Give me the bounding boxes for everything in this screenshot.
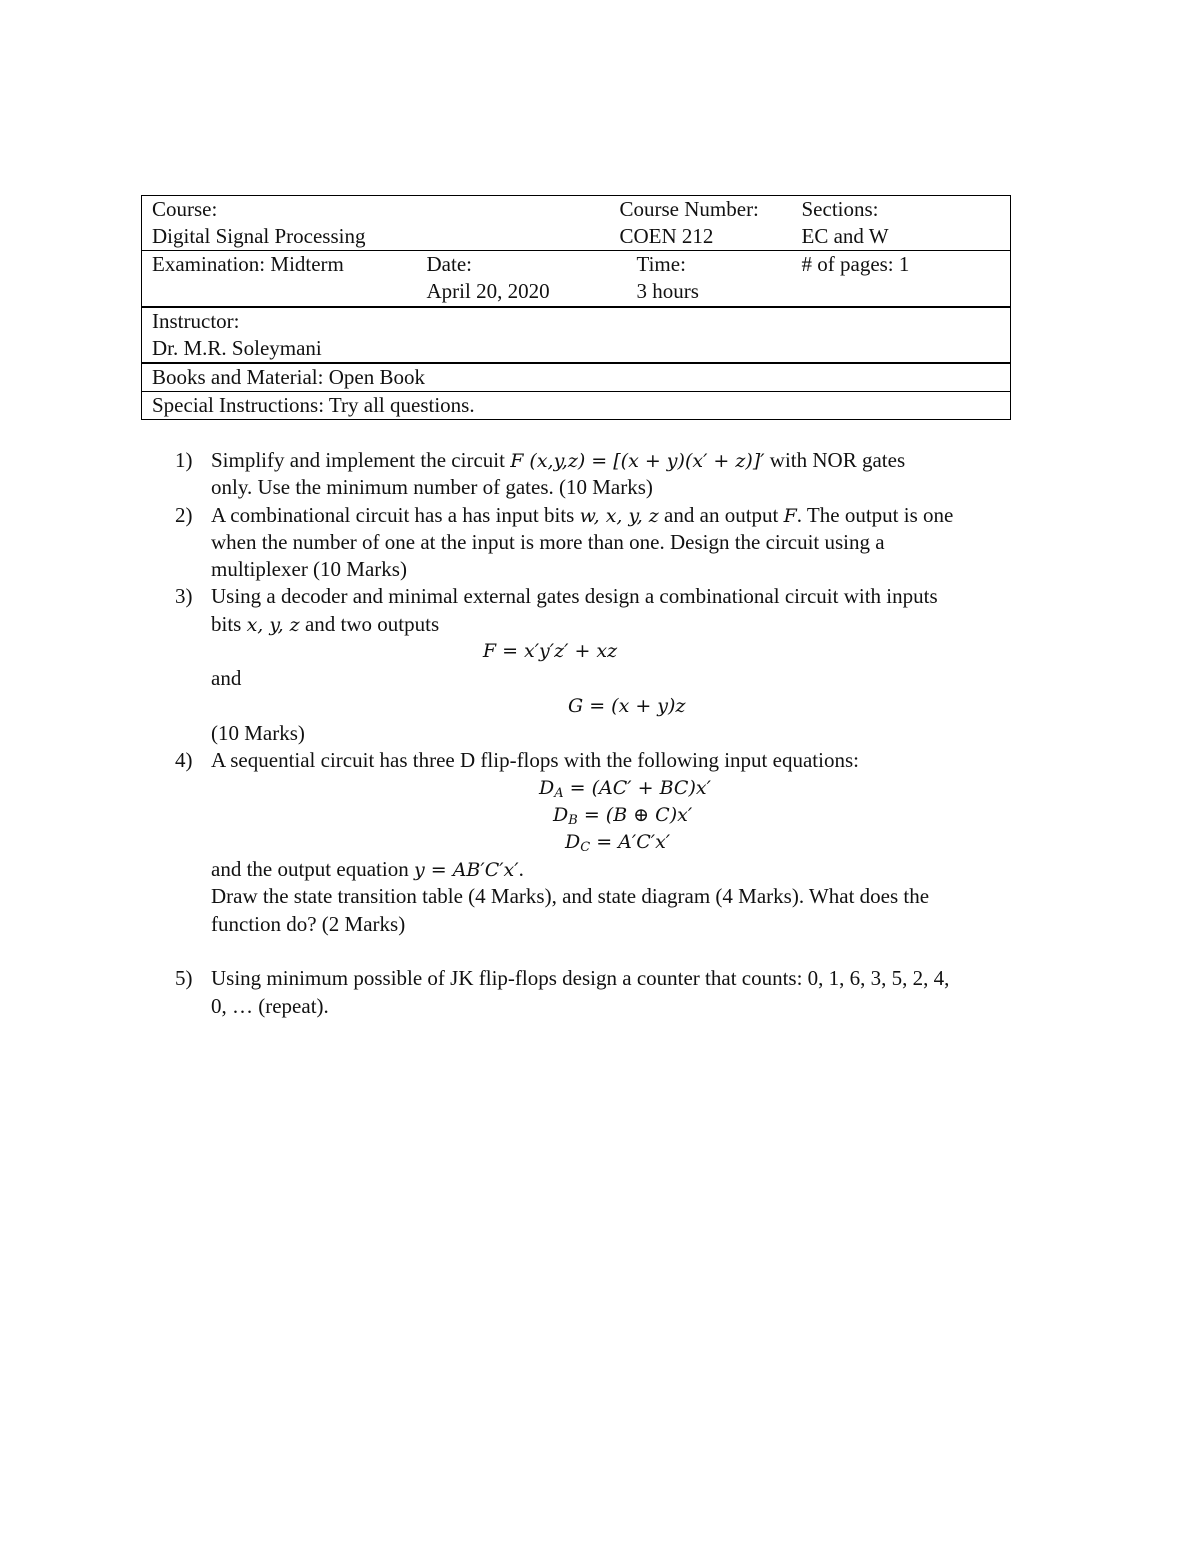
q2-line-3: multiplexer (10 Marks) bbox=[211, 557, 407, 581]
books-cell bbox=[142, 363, 1011, 392]
q4-draw-line: Draw the state transition table (4 Marks), and state diagram (4 Marks). What does the bbox=[211, 884, 930, 908]
q1-line-2: only. Use the minimum number of gates. (10 Marks) bbox=[211, 475, 653, 499]
time-value: 3 hours bbox=[636, 279, 699, 303]
q3-line-1: Using a decoder and minimal external gates design a combinational circuit with inputs bbox=[211, 584, 938, 608]
exam-header-table bbox=[141, 195, 1011, 420]
course-cell bbox=[142, 196, 610, 251]
question-number: 1) bbox=[175, 448, 193, 472]
examination-text: Examination: Midterm bbox=[152, 252, 344, 276]
instructor-cell bbox=[142, 307, 1011, 363]
q4-equation-da: $D_A = (AC' + BC)x'$ bbox=[539, 777, 711, 801]
time-cell bbox=[610, 251, 792, 308]
q3-and: and bbox=[211, 666, 242, 690]
q2-text-c: . The output is one bbox=[796, 503, 954, 527]
date-value: April 20, 2020 bbox=[426, 279, 550, 303]
sections-cell bbox=[792, 196, 1011, 251]
q4-line-1: A sequential circuit has three D flip-flops with the following input equations: bbox=[211, 748, 859, 772]
q1-text-start: Simplify and implement the circuit bbox=[211, 448, 511, 472]
course-number-value: COEN 212 bbox=[619, 224, 714, 248]
q5-line-2: 0, … (repeat). bbox=[211, 994, 329, 1018]
instructor-label: Instructor: bbox=[152, 309, 240, 333]
q4-function-line: function do? (2 Marks) bbox=[211, 912, 406, 936]
question-number: 3) bbox=[175, 584, 193, 608]
q4-equation-dc: $D_C = A'C'x'$ bbox=[565, 831, 671, 855]
q1-text-end: with NOR gates bbox=[764, 448, 906, 472]
q3-equation-g: G = (x + y)z bbox=[568, 695, 686, 717]
course-label: Course: bbox=[152, 197, 218, 221]
q4-equation-db: $D_B = (B$ ⊕ C)x′ bbox=[553, 804, 693, 828]
q2-input-vars: w, x, y, z bbox=[579, 505, 659, 527]
q5-line-1: Using minimum possible of JK flip-flops design a counter that counts: 0, 1, 6, 3, 5, 2, 4, bbox=[211, 966, 950, 990]
q3-input-vars: x, y, z bbox=[246, 614, 300, 636]
sections-value: EC and W bbox=[801, 224, 889, 248]
sections-label: Sections: bbox=[801, 197, 879, 221]
q3-line-2-start: bits bbox=[211, 612, 247, 636]
question-number: 4) bbox=[175, 748, 193, 772]
date-cell bbox=[417, 251, 610, 308]
special-instructions-text: Special Instructions: Try all questions. bbox=[152, 393, 475, 417]
course-number-label: Course Number: bbox=[619, 197, 759, 221]
q3-marks: (10 Marks) bbox=[211, 721, 305, 745]
examination-cell bbox=[142, 251, 417, 308]
q4-output-equation: y = AB′C′x′ bbox=[413, 859, 519, 881]
time-label: Time: bbox=[636, 252, 686, 276]
pages-text: # of pages: 1 bbox=[801, 252, 910, 276]
pages-cell bbox=[792, 251, 1011, 308]
q4-output-text: and the output equation bbox=[211, 857, 414, 881]
instructor-value: Dr. M.R. Soleymani bbox=[152, 336, 322, 360]
q2-text-b: and an output bbox=[658, 503, 784, 527]
books-text: Books and Material: Open Book bbox=[152, 365, 425, 389]
q3-line-2-end: and two outputs bbox=[299, 612, 440, 636]
date-label: Date: bbox=[426, 252, 472, 276]
q3-equation-f: F = x′y′z′ + xz bbox=[482, 640, 618, 662]
course-number-cell bbox=[610, 196, 792, 251]
course-value: Digital Signal Processing bbox=[152, 224, 366, 248]
q2-line-2: when the number of one at the input is more than one. Design the circuit using a bbox=[211, 530, 885, 554]
question-number: 2) bbox=[175, 503, 193, 527]
special-instructions-cell bbox=[142, 392, 1011, 420]
q1-equation: F (x,y,z) = [(x + y)(x′ + z)]′ bbox=[510, 450, 765, 472]
question-number: 5) bbox=[175, 966, 193, 990]
q2-output-var: F bbox=[783, 505, 797, 527]
q2-text-a: A combinational circuit has a has input bits bbox=[211, 503, 580, 527]
